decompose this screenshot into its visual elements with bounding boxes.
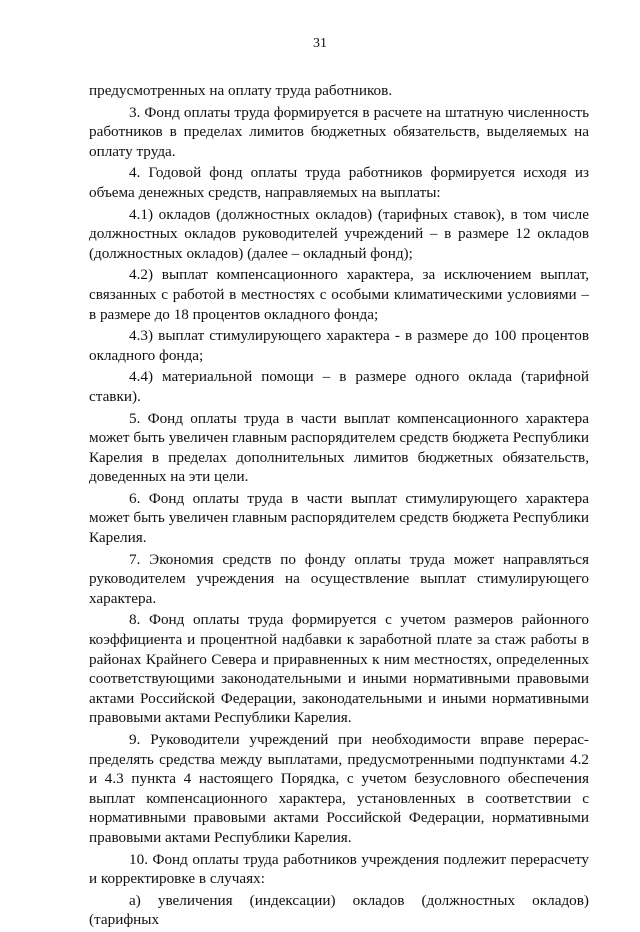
subparagraph-4-1: 4.1) окладов (должностных окладов) (тарифных ставок), в том числе должностных окладов руководителей учреждений – в размере 12 окладов (должностных окладов) (далее – окладный фонд);: [89, 205, 589, 262]
paragraph-4: 4. Годовой фонд оплаты труда работников формируется исходя из объема денежных средств, направляемых на выплаты:: [89, 164, 589, 201]
paragraph-8: 8. Фонд оплаты труда формируется с учетом размеров районного коэффициента и процентной надбавки к заработной плате за стаж работы в районах Крайнего Севера и приравненных к ним местностях, определенных соответствующими законодательными и иными нормативными правовыми актами Российской Федерации, законодательными и иными нормативными правовыми актами Республики Карелия.: [89, 611, 589, 727]
paragraph-9: 9. Руководители учреждений при необходимости вправе перерас-пределять средства между выплатами, предусмотренными подпунктами 4.2 и 4.3 пункта 4 настоящего Порядка, с учетом безусловного обеспечения выплат компенсационного характера, установленных в соответствии с нормативными правовыми актами Российской Федерации, нормативными правовыми актами Республики Карелия.: [89, 731, 589, 846]
subparagraph-4-3: 4.3) выплат стимулирующего характера - в размере до 100 процентов окладного фонда;: [89, 327, 589, 364]
paragraph-10: 10. Фонд оплаты труда работников учреждения подлежит перерасчету и корректировке в случаях:: [89, 850, 589, 888]
paragraph-3: 3. Фонд оплаты труда формируется в расчете на штатную численность работников в пределах лимитов бюджетных обязательств, выделяемых на оплату труда.: [89, 103, 589, 160]
paragraph-5: 5. Фонд оплаты труда в части выплат компенсационного характера может быть увеличен главным распорядителем средств бюджета Республики Карелия в пределах дополнительных лимитов бюджетных обязательств, доведенных на эти цели.: [89, 409, 589, 486]
subparagraph-4-4: 4.4) материальной помощи – в размере одного оклада (тарифной ставки).: [89, 368, 589, 405]
paragraph-6: 6. Фонд оплаты труда в части выплат стимулирующего характера может быть увеличен главным распорядителем средств бюджета Республики Карелия.: [89, 489, 589, 547]
subparagraph-10-a: а) увеличения (индексации) окладов (должностных окладов) (тарифных: [89, 891, 589, 929]
page-number: 31: [313, 36, 327, 51]
subparagraph-4-2: 4.2) выплат компенсационного характера, за исключением выплат, связанных с работой в местностях с особыми климатическими условиями – в размере до 18 процентов окладного фонда;: [89, 266, 589, 323]
document-body: [89, 81, 589, 932]
paragraph-7: 7. Экономия средств по фонду оплаты труда может направляться руководителем учреждения на осуществление выплат стимулирующего характера.: [89, 550, 589, 607]
paragraph-continuation: предусмотренных на оплату труда работников.: [89, 82, 393, 99]
